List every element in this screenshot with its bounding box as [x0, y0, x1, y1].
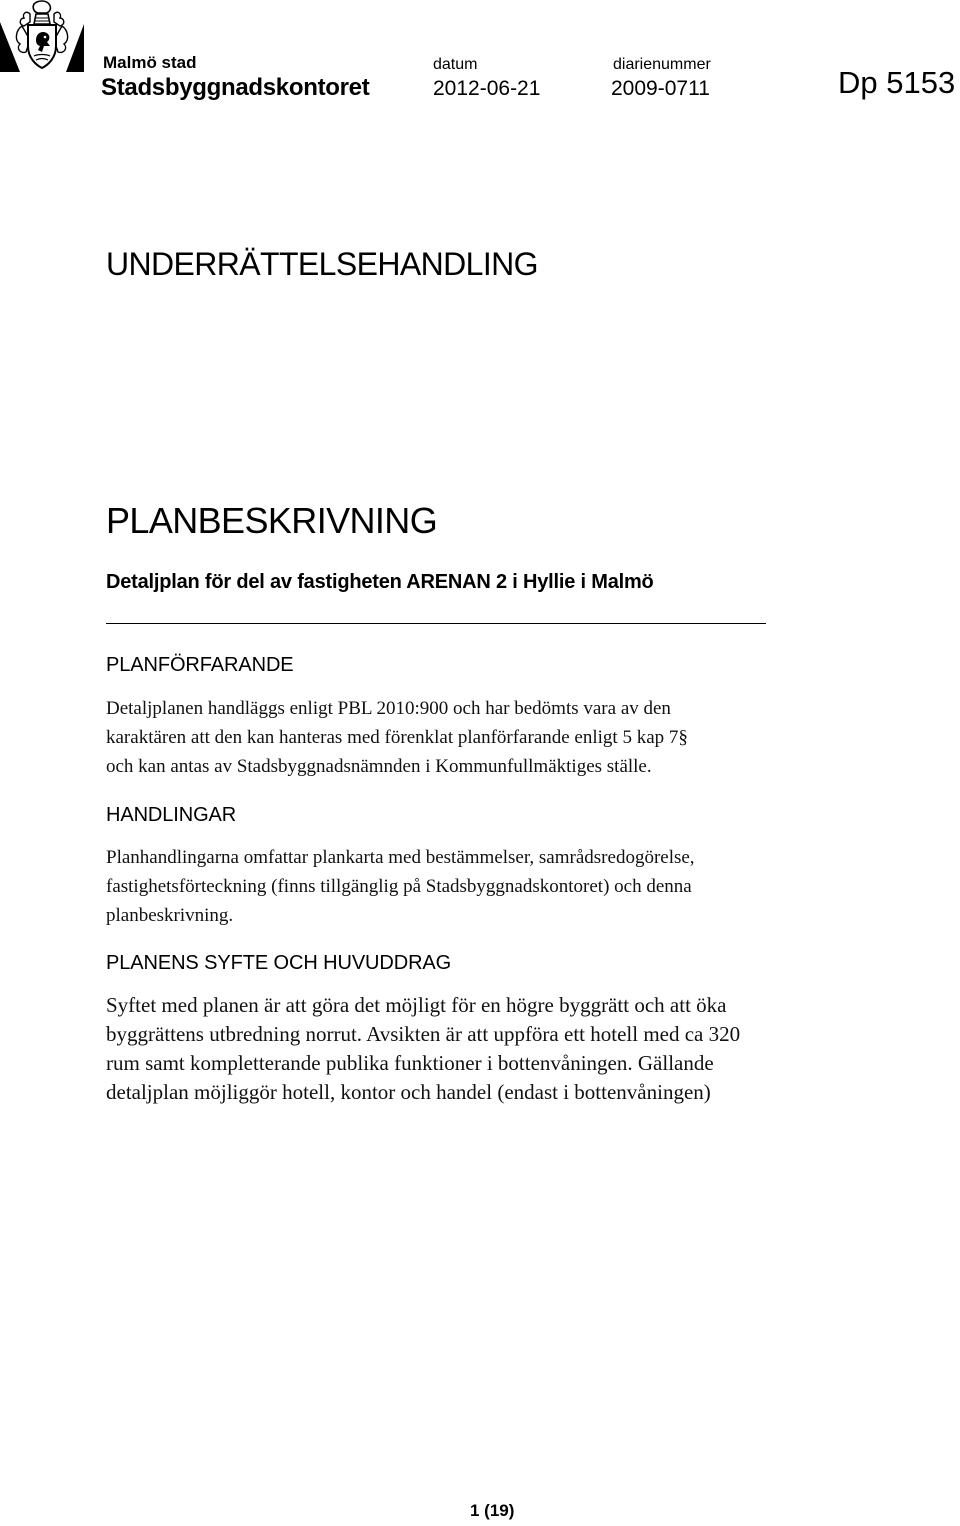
page-title: PLANBESKRIVNING — [106, 500, 438, 541]
section-text-planens-syfte — [106, 991, 896, 1107]
date-value: 2012-06-21 — [433, 77, 541, 100]
section-heading-planens-syfte: PLANENS SYFTE OCH HUVUDDRAG — [106, 952, 452, 974]
text-line: planbeskrivning. — [106, 905, 234, 926]
text-line: rum samt kompletterande publika funktioner i bottenvåningen. Gällande — [106, 1051, 714, 1075]
malmo-coat-of-arms-icon — [0, 0, 84, 72]
document-id: Dp 5153 — [838, 65, 956, 100]
registration-number-label: diarienummer — [613, 56, 711, 73]
section-heading-planforfarande: PLANFÖRFARANDE — [106, 654, 294, 676]
section-text-planforfarande — [106, 694, 896, 781]
text-line: och kan antas av Stadsbyggnadsnämnden i Kommunfullmäktiges ställe. — [106, 756, 652, 777]
registration-number-value: 2009-0711 — [611, 77, 710, 100]
department-name: Stadsbyggnadskontoret — [101, 74, 370, 101]
text-line: detaljplan möjliggör hotell, kontor och handel (endast i bottenvåningen) — [106, 1080, 711, 1104]
text-line: fastighetsförteckning (finns tillgänglig på Stadsbyggnadskontoret) och denna — [106, 876, 692, 897]
section-heading-handlingar: HANDLINGAR — [106, 804, 237, 826]
text-line: byggrättens utbredning norrut. Avsikten är att uppföra ett hotell med ca 320 — [106, 1022, 741, 1046]
document-type: UNDERRÄTTELSEHANDLING — [106, 246, 538, 282]
text-line: Planhandlingarna omfattar plankarta med bestämmelser, samrådsredogörelse, — [106, 847, 695, 868]
title-divider — [106, 623, 766, 624]
text-line: karaktären att den kan hanteras med förenklat planförfarande enligt 5 kap 7§ — [106, 727, 688, 748]
page-number: 1 (19) — [470, 1501, 515, 1520]
organization-name: Malmö stad — [103, 53, 197, 72]
date-label: datum — [433, 56, 478, 73]
text-line: Syftet med planen är att göra det möjligt för en högre byggrätt och att öka — [106, 993, 727, 1017]
page-subtitle: Detaljplan för del av fastigheten ARENAN 2 i Hyllie i Malmö — [106, 571, 654, 593]
text-line: Detaljplanen handläggs enligt PBL 2010:900 och har bedömts vara av den — [106, 698, 671, 719]
section-text-handlingar — [106, 843, 896, 930]
